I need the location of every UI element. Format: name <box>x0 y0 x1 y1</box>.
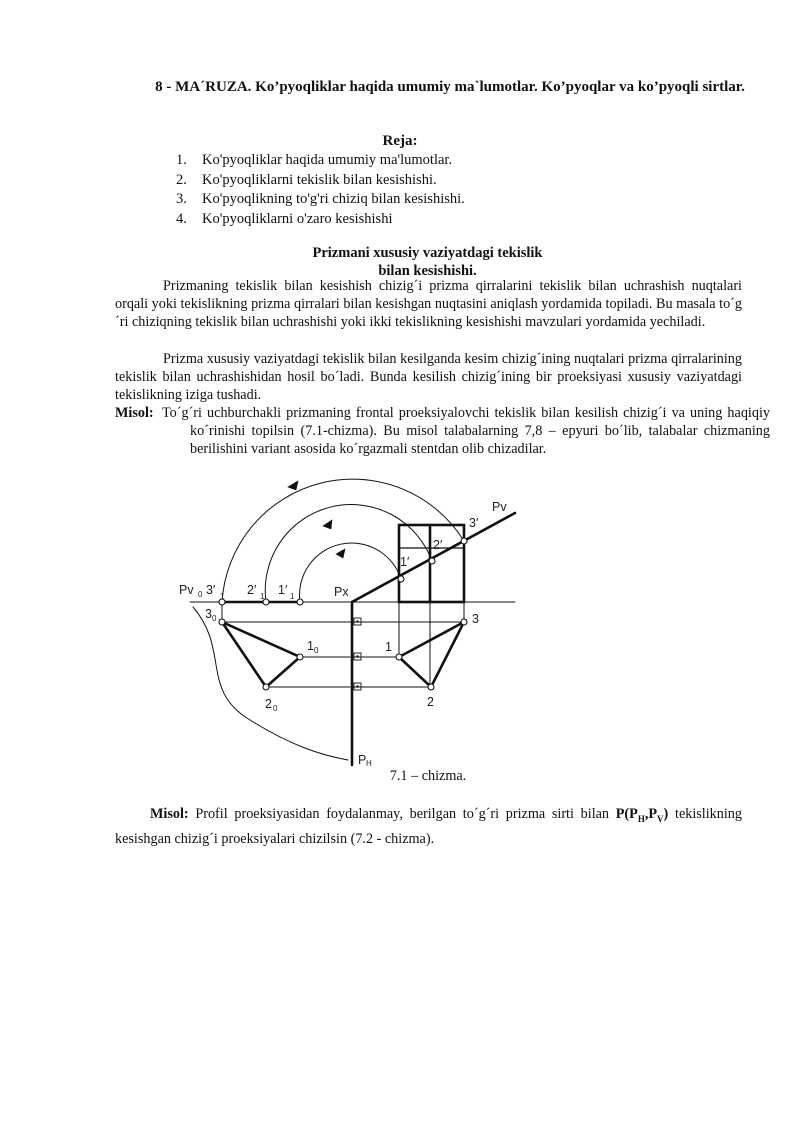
label-1: 1 <box>385 640 392 654</box>
label-px: Px <box>334 585 349 599</box>
label-3-1: 3′ <box>206 583 216 597</box>
label-2-front: 2′ <box>433 538 443 552</box>
plane-notation: $P(P_H,P_V)$ <box>615 806 669 824</box>
label-pv0-sub: 0 <box>198 590 203 599</box>
svg-text:0: 0 <box>212 614 217 623</box>
example-label: Misol: <box>150 806 189 822</box>
svg-text:0: 0 <box>314 646 319 655</box>
label-pv0: Pv <box>179 583 194 597</box>
label-3-0: 3 <box>205 607 212 621</box>
label-3: 3 <box>472 612 479 626</box>
list-item: 1. Ko'pyoqliklar haqida umumiy ma'lumotlar. <box>176 152 453 168</box>
example-label: Misol: <box>115 405 154 421</box>
label-2-0: 2 <box>265 697 272 711</box>
label-pv: Pv <box>492 500 507 514</box>
svg-text:1: 1 <box>290 592 295 601</box>
list-item: 2. Ko'pyoqliklarni tekislik bilan kesishishi. <box>176 171 437 188</box>
paragraph-2: Prizma xususiy vaziyatdagi tekislik bilan kesilganda kesim chizig´ining nuqtalari prizma qirralarining tekislik bilan uchrashishidan hosil bo´ladi. Bunda kesilish chizig´ining bir proeksiyasi xususiy vaziyatdagi tekislikning iziga tushadi. <box>115 351 742 404</box>
label-ph: P <box>358 753 367 767</box>
label-1-0: 1 <box>307 639 314 653</box>
list-item: 4. Ko'pyoqliklarni o'zaro kesishishi <box>176 210 393 227</box>
label-2-1: 2′ <box>247 583 257 597</box>
list-item: 3. Ko'pyoqlikning to'g'ri chiziq bilan kesishishi. <box>176 191 465 207</box>
example-text: To´g´ri uchburchakli prizmaning frontal proeksiyalovchi tekislik bilan kesilish chizig´i va uning haqiqiy ko´rinishi topilsin (7.1-chizma). Bu misol talabalarning 7,8 – epyuri bo´lib, talabalar chizmaning berilishini variant asosida ko´rgazmali stentdan olib chizadilar. <box>162 405 770 458</box>
plan-heading: Reja: <box>382 133 418 149</box>
svg-text:0: 0 <box>273 704 278 713</box>
label-2: 2 <box>427 695 434 709</box>
lecture-title: 8 - MA´RUZA. Ko’pyoqliklar haqida umumiy ma`lumotlar. Ko’pyoqlar va ko’pyoqli sirtlar. <box>155 79 745 95</box>
svg-text:1: 1 <box>260 592 265 601</box>
paragraph-1: Prizmaning tekislik bilan kesishish chizig´i prizma qirralarini tekislik bilan uchrashish nuqtalari orqali yoki tekislikning prizma qirralari bilan kesishgan nuqtasini aniqlash yordamida topiladi. Bu masala to´g´ri chiziqning tekislik bilan uchrashishi yoki ikki tekislikning kesishishi mavzulari yordamida yechiladi. <box>115 278 742 331</box>
section-heading: Prizmani xususiy vaziyatdagi tekislik bilan kesishishi. <box>312 245 543 279</box>
label-ph-sub: H <box>366 759 372 768</box>
figure-caption: 7.1 – chizma. <box>389 768 467 784</box>
label-3-front: 3′ <box>469 516 479 530</box>
label-1-front: 1′ <box>400 555 410 569</box>
svg-text:1: 1 <box>220 592 225 601</box>
example-2: Misol: Profil proeksiyasidan foydalanmay, berilgan to´g´ri prizma sirti bilan $P(P_H,P_V)$ tekislikning kesishgan chizig´i proeksiyalari chizilsin (7.2 - chizma). <box>115 806 742 847</box>
label-1-1: 1′ <box>278 583 288 597</box>
